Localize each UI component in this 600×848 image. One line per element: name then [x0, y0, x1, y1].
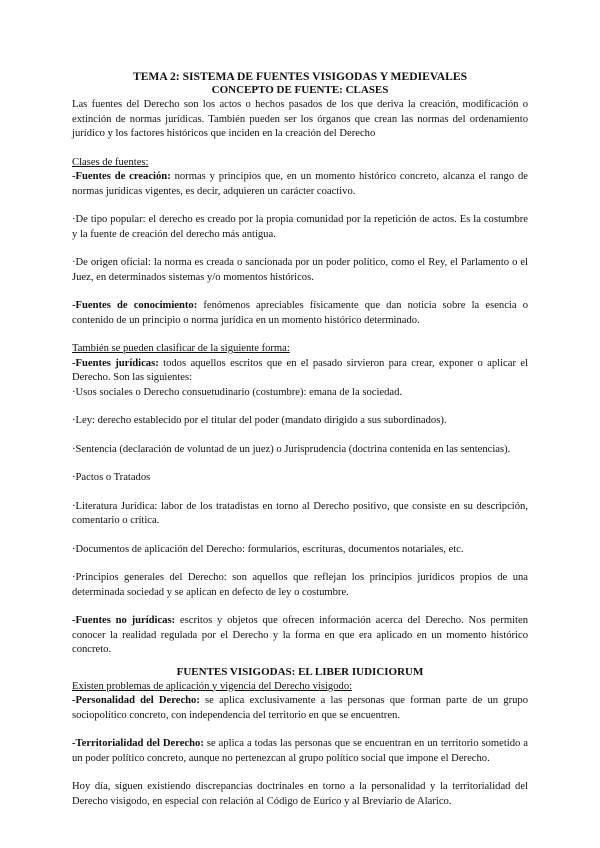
sentencia-item: ·Sentencia (declaración de voluntad de un juez) o Jurisprudencia (doctrina contenida en las sentencias). — [72, 443, 511, 455]
personalidad-label: -Personalidad del Derecho: — [72, 695, 200, 706]
popular-paragraph: ·De tipo popular: el derecho es creado por la propia comunidad por la repetición de actos. Es la costumbre y la fuente de creación del derecho más antigua. — [72, 214, 528, 240]
creacion-text: normas y principios que, en un momento histórico concreto, alcanza el rango de normas jurídicas vigentes, es decir, adquieren un carácter coactivo. — [72, 171, 528, 197]
documentos-item: ·Documentos de aplicación del Derecho: formularios, escrituras, documentos notariales, etc. — [72, 543, 464, 555]
literatura-item: ·Literatura Jurídica: labor de los tratadistas en torno al Derecho positivo, que consiste en su descripción, comentario o crítica. — [72, 500, 528, 526]
document-page — [72, 70, 528, 809]
conocimiento-text: fenómenos apreciables físicamente que dan noticia sobre la esencia o contenido de un principio o norma jurídica en un momento histórico determinado. — [72, 300, 528, 326]
no-juridicas-paragraph — [72, 614, 528, 658]
juridicas-paragraph — [72, 357, 528, 386]
document-subtitle: CONCEPTO DE FUENTE: CLASES — [211, 84, 389, 96]
conocimiento-label: -Fuentes de conocimiento: — [72, 300, 198, 311]
section2-title: FUENTES VISIGODAS: EL LIBER IUDICIORUM — [176, 665, 424, 678]
tambien-heading: También se pueden clasificar de la siguiente forma: — [72, 343, 290, 354]
principios-item: ·Principios generales del Derecho: son aquellos que reflejan los principios jurídicos propios de una determinada sociedad y se aplican en defecto de ley o costumbre. — [72, 572, 528, 598]
pactos-item: ·Pactos o Tratados — [72, 472, 151, 483]
hoy-paragraph: Hoy día, siguen existiendo discrepancias doctrinales en torno a la personalidad y la territorialidad del Derecho visigodo, en especial con relación al Código de Eurico y al Breviario de Alarico. — [72, 781, 528, 807]
territorialidad-paragraph — [72, 737, 528, 766]
clases-heading: Clases de fuentes: — [72, 156, 149, 168]
oficial-paragraph: ·De origen oficial: la norma es creada o sancionada por un poder político, como el Rey, el Parlamento o el Juez, en determinados sistemas y/o momentos históricos. — [72, 257, 528, 283]
juridicas-label: -Fuentes jurídicas: — [72, 357, 159, 369]
no-juridicas-text: escritos y objetos que ofrecen información acerca del Derecho. Nos permiten conocer la realidad regulada por el Derecho y la forma en que era aplicado en un momento histórico concreto. — [72, 615, 529, 655]
conocimiento-paragraph — [72, 299, 528, 328]
ley-item: ·Ley: derecho establecido por el titular del poder (mandato dirigido a sus subordinados). — [72, 415, 447, 426]
usos-item: ·Usos sociales o Derecho consuetudinario (costumbre): emana de la sociedad. — [72, 386, 403, 398]
territorialidad-text: se aplica a todas las personas que se encuentran en un territorio sometido a un poder político concreto, aunque no pertenezcan al grupo político social que impone el Derecho. — [72, 738, 528, 764]
problemas-heading: Existen problemas de aplicación y vigencia del Derecho visigodo: — [72, 680, 353, 692]
personalidad-text: se aplica exclusivamente a las personas que forman parte de un grupo sociopolítico concreto, con independencia del territorio en que se encuentren. — [72, 695, 528, 721]
personalidad-paragraph — [72, 694, 528, 723]
juridicas-text: todos aquellos escritos que en el pasado sirvieron para crear, exponer o aplicar el Derecho. Son las siguientes: — [72, 357, 528, 383]
creacion-paragraph — [72, 170, 528, 199]
no-juridicas-label: -Fuentes no jurídicas: — [72, 615, 176, 626]
creacion-label: -Fuentes de creación: — [72, 171, 171, 182]
intro-paragraph: Las fuentes del Derecho son los actos o hechos pasados de los que deriva la creación, modificación o extinción de normas jurídicas. También pueden ser los órganos que crean las normas del ordenamiento jurídico y los factores históricos que inciden en la creación del Derecho — [72, 99, 528, 139]
document-title: TEMA 2: SISTEMA DE FUENTES VISIGODAS Y MEDIEVALES — [132, 70, 468, 83]
territorialidad-label: -Territorialidad del Derecho: — [72, 738, 204, 749]
